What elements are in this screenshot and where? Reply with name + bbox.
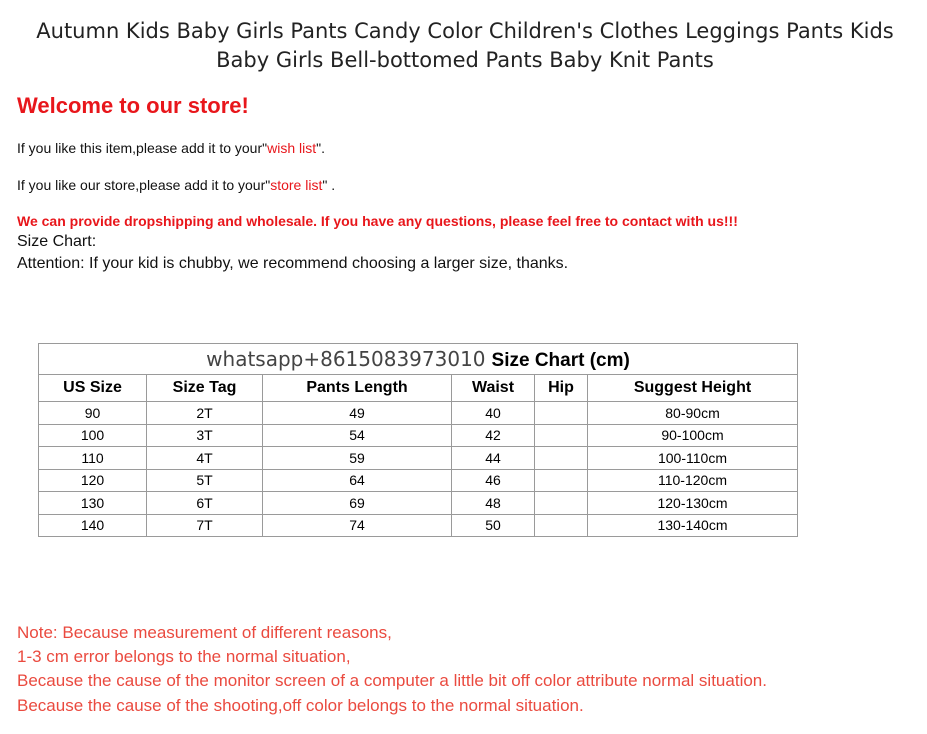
table-cell: 59 bbox=[263, 447, 452, 470]
table-cell: 5T bbox=[147, 469, 263, 492]
column-header: US Size bbox=[39, 375, 147, 402]
table-cell: 4T bbox=[147, 447, 263, 470]
column-header: Suggest Height bbox=[588, 375, 798, 402]
note-line: Because the cause of the monitor screen of a computer a little bit off color attribute normal situation. bbox=[17, 671, 767, 690]
attention-text: Attention: If your kid is chubby, we recommend choosing a larger size, thanks. bbox=[17, 255, 569, 272]
table-cell: 40 bbox=[452, 402, 535, 425]
table-cell bbox=[535, 492, 588, 515]
table-cell: 80-90cm bbox=[588, 402, 798, 425]
column-header: Waist bbox=[452, 375, 535, 402]
welcome-heading: Welcome to our store! bbox=[17, 93, 249, 118]
table-cell: 100 bbox=[39, 424, 147, 447]
table-cell bbox=[535, 424, 588, 447]
table-cell: 110 bbox=[39, 447, 147, 470]
table-row bbox=[39, 492, 798, 515]
table-row bbox=[39, 402, 798, 425]
table-cell: 90-100cm bbox=[588, 424, 798, 447]
table-row bbox=[39, 424, 798, 447]
table-cell: 100-110cm bbox=[588, 447, 798, 470]
wish-list-suffix: ". bbox=[316, 140, 325, 156]
table-cell: 140 bbox=[39, 514, 147, 537]
table-cell: 48 bbox=[452, 492, 535, 515]
table-row bbox=[39, 447, 798, 470]
table-cell bbox=[535, 514, 588, 537]
table-row bbox=[39, 514, 798, 537]
column-header: Pants Length bbox=[263, 375, 452, 402]
table-cell bbox=[535, 469, 588, 492]
table-cell: 74 bbox=[263, 514, 452, 537]
store-list-prefix: If you like our store,please add it to your" bbox=[17, 177, 271, 193]
dropshipping-notice: We can provide dropshipping and wholesale. If you have any questions, please feel free to contact with us!!! bbox=[17, 213, 738, 229]
whatsapp-contact: whatsapp+8615083973010 bbox=[206, 346, 486, 371]
wish-list-prefix: If you like this item,please add it to your" bbox=[17, 140, 268, 156]
table-cell: 64 bbox=[263, 469, 452, 492]
table-cell bbox=[535, 402, 588, 425]
table-cell: 7T bbox=[147, 514, 263, 537]
column-header: Size Tag bbox=[147, 375, 263, 402]
table-cell: 44 bbox=[452, 447, 535, 470]
store-list-line bbox=[17, 177, 335, 193]
table-row bbox=[39, 469, 798, 492]
table-cell: 42 bbox=[452, 424, 535, 447]
table-cell: 54 bbox=[263, 424, 452, 447]
table-cell bbox=[535, 447, 588, 470]
table-cell: 110-120cm bbox=[588, 469, 798, 492]
product-title: Autumn Kids Baby Girls Pants Candy Color Children's Clothes Leggings Pants Kids Baby Girls Bell-bottomed Pants Baby Knit Pants bbox=[36, 19, 894, 72]
column-header: Hip bbox=[535, 375, 588, 402]
table-cell: 120 bbox=[39, 469, 147, 492]
table-cell: 130-140cm bbox=[588, 514, 798, 537]
wish-list-link[interactable]: wish list bbox=[267, 140, 317, 156]
table-cell: 130 bbox=[39, 492, 147, 515]
table-cell: 46 bbox=[452, 469, 535, 492]
table-cell: 3T bbox=[147, 424, 263, 447]
table-header-row bbox=[39, 375, 798, 402]
table-cell: 90 bbox=[39, 402, 147, 425]
wish-list-line bbox=[17, 140, 325, 156]
table-cell: 2T bbox=[147, 402, 263, 425]
store-list-link[interactable]: store list bbox=[270, 177, 323, 193]
table-caption: Size Chart (cm) bbox=[491, 349, 630, 371]
store-list-suffix: " . bbox=[322, 177, 336, 193]
note-line: 1-3 cm error belongs to the normal situation, bbox=[17, 647, 351, 666]
table-cell: 120-130cm bbox=[588, 492, 798, 515]
table-cell: 49 bbox=[263, 402, 452, 425]
table-caption-row bbox=[39, 344, 798, 375]
size-chart-label: Size Chart: bbox=[17, 233, 97, 250]
note-line: Note: Because measurement of different reasons, bbox=[17, 623, 392, 642]
table-cell: 50 bbox=[452, 514, 535, 537]
table-cell: 69 bbox=[263, 492, 452, 515]
table-cell: 6T bbox=[147, 492, 263, 515]
size-chart-table bbox=[38, 343, 798, 537]
note-line: Because the cause of the shooting,off color belongs to the normal situation. bbox=[17, 696, 584, 715]
